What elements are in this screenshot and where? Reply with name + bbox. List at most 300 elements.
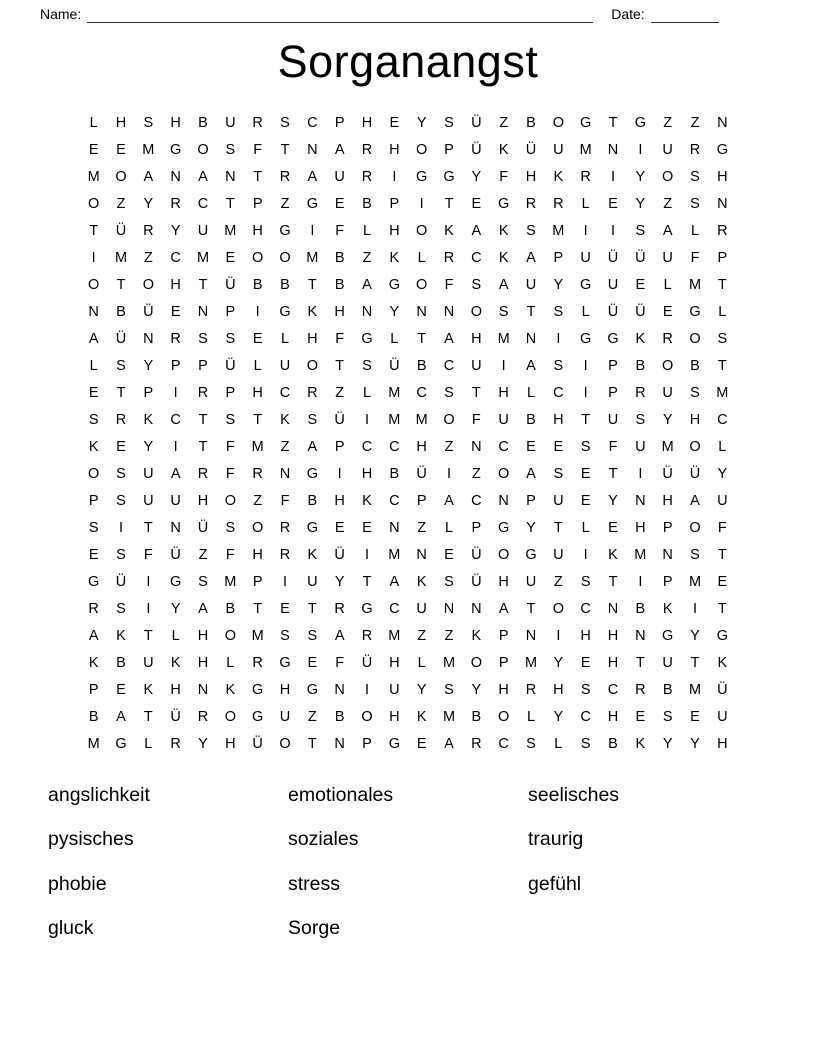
grid-cell-r22c10: N (334, 682, 345, 698)
grid-cell-r19c10: R (334, 601, 345, 617)
grid-cell-r23c15: B (471, 709, 482, 725)
grid-cell-r18c19: S (580, 574, 591, 590)
grid-cell-r18c17: U (525, 574, 537, 590)
grid-cell-r20c8: S (280, 628, 290, 644)
grid-cell-r8c10: H (334, 304, 345, 320)
word-item: stress (288, 872, 341, 895)
grid-cell-r14c4: A (170, 466, 181, 482)
grid-cell-r11c9: R (307, 385, 318, 401)
grid-cell-r11c14: S (444, 385, 454, 401)
grid-cell-r6c21: Ü (635, 250, 646, 266)
grid-cell-r15c5: H (197, 493, 209, 509)
grid-cell-r8c1: N (88, 304, 99, 320)
grid-cell-r1c19: G (580, 115, 592, 131)
grid-cell-r13c10: P (334, 439, 345, 455)
grid-cell-r8c5: N (197, 304, 209, 320)
grid-cell-r8c7: I (255, 304, 260, 320)
grid-cell-r2c3: M (142, 142, 155, 158)
grid-cell-r13c9: A (307, 439, 318, 455)
grid-cell-r23c16: O (498, 709, 510, 725)
grid-cell-r16c22: P (662, 520, 673, 536)
grid-cell-r23c24: U (717, 709, 728, 725)
grid-cell-r20c3: T (143, 628, 153, 644)
grid-cell-r17c10: Ü (334, 547, 345, 563)
grid-cell-r5c7: H (252, 223, 263, 239)
grid-cell-r3c5: A (198, 169, 208, 185)
grid-cell-r12c17: B (526, 412, 536, 428)
grid-cell-r15c7: Z (253, 493, 263, 509)
grid-cell-r17c22: N (662, 547, 673, 563)
grid-cell-r18c5: S (198, 574, 208, 590)
grid-cell-r5c14: K (444, 223, 454, 239)
grid-cell-r2c21: I (638, 142, 643, 158)
grid-cell-r6c14: R (443, 250, 455, 266)
grid-cell-r8c11: N (361, 304, 373, 320)
grid-cell-r21c22: U (662, 655, 673, 671)
grid-cell-r19c2: S (116, 601, 126, 617)
grid-cell-r24c19: S (580, 736, 591, 752)
grid-cell-r21c12: H (389, 655, 400, 671)
grid-cell-r12c24: C (717, 412, 728, 428)
grid-cell-r20c14: Z (444, 628, 454, 644)
grid-cell-r6c10: B (334, 250, 345, 266)
grid-cell-r17c21: M (634, 547, 647, 563)
grid-cell-r1c7: R (252, 115, 263, 131)
grid-cell-r17c1: E (88, 547, 99, 563)
grid-cell-r11c6: P (225, 385, 236, 401)
grid-cell-r4c23: S (690, 196, 700, 212)
grid-cell-r21c15: O (470, 655, 482, 671)
grid-cell-r21c3: U (143, 655, 154, 671)
grid-cell-r24c21: K (635, 736, 646, 752)
grid-cell-r3c22: O (662, 169, 674, 185)
grid-cell-r1c8: S (280, 115, 290, 131)
grid-cell-r18c23: M (688, 574, 702, 590)
grid-cell-r13c2: E (116, 439, 126, 455)
grid-cell-r13c8: Z (280, 439, 290, 455)
grid-cell-r16c5: Ü (197, 520, 209, 536)
grid-cell-r13c12: C (389, 439, 400, 455)
grid-cell-r24c2: G (115, 736, 127, 752)
grid-cell-r24c22: Y (662, 736, 673, 752)
grid-cell-r6c22: U (662, 250, 673, 266)
grid-cell-r24c9: T (307, 736, 317, 752)
grid-cell-r16c15: P (471, 520, 482, 536)
grid-cell-r2c16: K (498, 142, 509, 158)
grid-cell-r7c14: F (444, 277, 454, 293)
grid-cell-r13c20: F (608, 439, 618, 455)
grid-cell-r4c10: E (334, 196, 345, 212)
grid-cell-r16c23: O (689, 520, 701, 536)
grid-cell-r14c8: N (279, 466, 291, 482)
grid-cell-r4c6: T (225, 196, 235, 212)
grid-cell-r24c20: B (608, 736, 618, 752)
grid-cell-r15c13: P (416, 493, 427, 509)
grid-cell-r19c7: T (253, 601, 263, 617)
grid-cell-r16c8: R (279, 520, 291, 536)
grid-cell-r8c22: E (662, 304, 673, 320)
grid-cell-r4c22: Z (663, 196, 673, 212)
word-list-column-2 (288, 784, 528, 962)
grid-cell-r19c22: K (662, 601, 673, 617)
word-item: gluck (48, 917, 94, 939)
grid-cell-r8c17: T (526, 304, 536, 320)
grid-cell-r2c22: U (662, 142, 673, 158)
grid-cell-r18c12: A (389, 574, 400, 590)
grid-cell-r23c13: K (416, 709, 427, 725)
grid-cell-r5c11: L (362, 223, 372, 239)
grid-cell-r1c13: Y (416, 115, 427, 131)
grid-cell-r13c15: N (471, 439, 482, 455)
grid-cell-r22c18: H (553, 682, 564, 698)
grid-cell-r15c15: C (471, 493, 482, 509)
grid-cell-r21c18: Y (553, 655, 564, 671)
grid-cell-r16c17: Y (526, 520, 536, 536)
grid-cell-r18c2: Ü (115, 574, 127, 590)
grid-cell-r11c10: Z (335, 385, 345, 401)
grid-cell-r3c20: I (610, 169, 615, 185)
grid-cell-r19c17: T (526, 601, 536, 617)
grid-cell-r23c14: M (442, 709, 456, 725)
word-item: pysisches (48, 828, 134, 850)
grid-cell-r22c17: R (525, 682, 537, 698)
grid-cell-r6c3: Z (143, 250, 153, 266)
grid-cell-r1c14: S (444, 115, 454, 131)
grid-cell-r1c6: U (225, 115, 236, 131)
word-item: Sorge (288, 917, 341, 939)
grid-cell-r12c7: T (253, 412, 263, 428)
grid-cell-r11c13: C (416, 385, 427, 401)
grid-cell-r24c15: R (471, 736, 482, 752)
grid-cell-r8c2: B (116, 304, 126, 320)
grid-cell-r11c16: H (498, 385, 509, 401)
grid-cell-r11c18: C (553, 385, 564, 401)
grid-cell-r19c8: E (280, 601, 290, 617)
grid-cell-r21c2: B (116, 655, 126, 671)
grid-cell-r5c5: U (197, 223, 209, 239)
grid-cell-r6c13: L (417, 250, 426, 266)
grid-cell-r1c12: E (389, 115, 400, 131)
grid-cell-r3c11: R (361, 169, 373, 185)
grid-cell-r16c20: E (608, 520, 618, 536)
grid-cell-r18c3: I (146, 574, 151, 590)
grid-cell-r23c9: Z (307, 709, 317, 725)
word-item: soziales (288, 828, 359, 850)
grid-cell-r11c20: P (608, 385, 618, 401)
grid-cell-r11c17: L (526, 385, 536, 401)
grid-cell-r20c24: G (716, 628, 728, 644)
grid-cell-r10c21: B (635, 358, 646, 374)
grid-cell-r9c9: H (307, 331, 318, 347)
grid-cell-r17c17: G (525, 547, 537, 563)
grid-cell-r3c6: N (225, 169, 236, 185)
grid-cell-r20c11: R (361, 628, 373, 644)
grid-cell-r11c22: U (662, 385, 673, 401)
grid-cell-r4c7: P (252, 196, 263, 212)
grid-cell-r11c21: R (635, 385, 646, 401)
grid-cell-r4c15: E (471, 196, 482, 212)
grid-cell-r10c15: U (471, 358, 482, 374)
grid-cell-r18c6: M (224, 574, 237, 590)
grid-cell-r9c12: L (390, 331, 399, 347)
grid-cell-r22c7: G (252, 682, 264, 698)
grid-cell-r23c19: C (580, 709, 591, 725)
grid-cell-r6c23: F (690, 250, 700, 266)
grid-cell-r24c11: P (362, 736, 372, 752)
grid-cell-r14c1: O (88, 466, 100, 482)
grid-cell-r14c21: I (638, 466, 643, 482)
grid-cell-r10c20: P (608, 358, 618, 374)
grid-cell-r10c22: O (662, 358, 674, 374)
grid-cell-r1c9: C (307, 115, 318, 131)
grid-cell-r7c7: B (252, 277, 263, 293)
grid-cell-r22c3: K (143, 682, 154, 698)
grid-cell-r1c17: B (526, 115, 536, 131)
grid-cell-r24c5: Y (198, 736, 208, 752)
grid-cell-r3c8: R (279, 169, 291, 185)
grid-cell-r12c4: C (170, 412, 181, 428)
grid-cell-r17c6: F (225, 547, 235, 563)
grid-cell-r14c15: Z (471, 466, 481, 482)
grid-cell-r8c14: N (443, 304, 455, 320)
grid-cell-r23c23: E (690, 709, 700, 725)
word-item: emotionales (288, 783, 394, 806)
grid-cell-r5c4: Y (170, 223, 181, 239)
grid-cell-r18c20: T (608, 574, 618, 590)
grid-cell-r7c9: T (307, 277, 317, 293)
grid-cell-r19c19: C (580, 601, 591, 617)
grid-cell-r17c20: K (608, 547, 618, 563)
grid-cell-r10c9: O (306, 358, 318, 374)
grid-cell-r5c12: H (389, 223, 400, 239)
grid-cell-r24c10: N (334, 736, 345, 752)
grid-cell-r15c20: Y (608, 493, 618, 509)
grid-cell-r20c10: A (334, 628, 345, 644)
grid-cell-r6c9: M (306, 250, 319, 266)
grid-cell-r21c24: K (717, 655, 728, 671)
grid-cell-r20c13: Z (417, 628, 427, 644)
grid-cell-r1c16: Z (499, 115, 509, 131)
grid-cell-r13c13: H (416, 439, 427, 455)
grid-cell-r4c19: L (581, 196, 590, 212)
grid-cell-r21c17: M (524, 655, 538, 671)
grid-cell-r24c14: A (444, 736, 454, 752)
grid-cell-r8c21: Ü (635, 304, 646, 320)
grid-cell-r7c4: H (170, 277, 181, 293)
grid-cell-r7c18: Y (553, 277, 564, 293)
grid-cell-r11c19: I (583, 385, 588, 401)
grid-cell-r14c16: O (498, 466, 510, 482)
grid-cell-r6c8: O (279, 250, 291, 266)
grid-cell-r3c18: K (553, 169, 564, 185)
grid-cell-r11c3: P (143, 385, 154, 401)
grid-cell-r20c23: Y (690, 628, 700, 644)
grid-cell-r11c15: T (471, 385, 481, 401)
grid-cell-r6c7: O (252, 250, 264, 266)
grid-cell-r4c4: R (170, 196, 181, 212)
grid-cell-r17c24: T (717, 547, 727, 563)
grid-cell-r9c20: G (607, 331, 619, 347)
grid-cell-r9c15: H (471, 331, 482, 347)
grid-cell-r18c22: P (662, 574, 673, 590)
grid-cell-r10c8: U (279, 358, 291, 374)
grid-cell-r13c23: O (689, 439, 701, 455)
grid-cell-r23c12: H (389, 709, 400, 725)
grid-cell-r9c19: G (580, 331, 592, 347)
grid-cell-r5c1: T (89, 223, 99, 239)
grid-cell-r16c12: N (389, 520, 400, 536)
grid-cell-r14c22: Ü (662, 466, 673, 482)
grid-cell-r2c8: T (280, 142, 290, 158)
grid-cell-r23c3: T (143, 709, 153, 725)
grid-cell-r2c14: P (444, 142, 454, 158)
grid-cell-r3c4: N (170, 169, 181, 185)
grid-cell-r8c9: K (307, 304, 318, 320)
grid-cell-r16c6: S (225, 520, 236, 536)
grid-cell-r7c10: B (334, 277, 345, 293)
grid-cell-r14c6: F (225, 466, 235, 482)
letter-grid (80, 110, 736, 758)
grid-cell-r20c16: P (498, 628, 509, 644)
grid-cell-r9c7: E (252, 331, 263, 347)
grid-cell-r7c3: O (142, 277, 154, 293)
grid-cell-r19c23: I (692, 601, 697, 617)
grid-cell-r5c9: I (310, 223, 315, 239)
grid-cell-r11c23: S (690, 385, 700, 401)
grid-cell-r24c16: C (498, 736, 509, 752)
date-label: Date: (611, 6, 645, 22)
grid-cell-r15c19: E (580, 493, 591, 509)
grid-cell-r3c7: T (253, 169, 263, 185)
grid-cell-r11c11: L (362, 385, 372, 401)
grid-cell-r23c17: L (526, 709, 536, 725)
grid-cell-r22c19: S (580, 682, 591, 698)
grid-cell-r4c18: R (553, 196, 564, 212)
grid-cell-r23c21: E (635, 709, 646, 725)
grid-cell-r8c6: P (225, 304, 236, 320)
grid-cell-r4c13: I (419, 196, 424, 212)
grid-cell-r24c8: O (279, 736, 291, 752)
grid-cell-r17c9: K (307, 547, 318, 563)
grid-cell-r9c16: M (497, 331, 510, 347)
grid-cell-r9c21: K (635, 331, 646, 347)
grid-cell-r4c17: R (525, 196, 537, 212)
grid-cell-r6c12: K (389, 250, 400, 266)
grid-cell-r20c9: S (307, 628, 318, 644)
name-blank-line (87, 6, 593, 23)
grid-cell-r4c14: T (444, 196, 454, 212)
grid-cell-r16c10: E (334, 520, 345, 536)
grid-cell-r10c5: P (198, 358, 208, 374)
grid-cell-r14c3: U (143, 466, 154, 482)
grid-cell-r12c8: K (280, 412, 290, 428)
grid-cell-r15c12: C (389, 493, 400, 509)
grid-cell-r20c4: L (171, 628, 180, 644)
grid-cell-r23c20: H (607, 709, 619, 725)
grid-cell-r7c19: G (580, 277, 592, 293)
grid-cell-r3c10: U (334, 169, 345, 185)
grid-cell-r9c10: F (335, 331, 345, 347)
grid-cell-r13c24: L (718, 439, 727, 455)
grid-cell-r9c4: R (170, 331, 181, 347)
grid-cell-r6c1: I (91, 250, 96, 266)
grid-cell-r1c20: T (608, 115, 618, 131)
grid-cell-r20c2: K (116, 628, 126, 644)
grid-cell-r16c11: E (362, 520, 372, 536)
grid-cell-r20c22: G (662, 628, 674, 644)
grid-cell-r23c11: O (361, 709, 373, 725)
grid-cell-r9c8: L (280, 331, 290, 347)
grid-cell-r20c15: K (471, 628, 482, 644)
grid-cell-r8c4: E (170, 304, 181, 320)
grid-cell-r14c9: G (306, 466, 318, 482)
header (0, 0, 816, 23)
grid-cell-r5c15: A (471, 223, 482, 239)
grid-cell-r6c2: M (114, 250, 128, 266)
grid-cell-r18c11: T (362, 574, 372, 590)
grid-cell-r4c8: Z (280, 196, 290, 212)
grid-cell-r18c8: I (282, 574, 287, 590)
grid-cell-r24c17: S (526, 736, 536, 752)
grid-cell-r2c15: Ü (471, 142, 482, 158)
grid-cell-r18c18: Z (553, 574, 563, 590)
grid-cell-r19c5: A (198, 601, 208, 617)
grid-cell-r11c8: C (279, 385, 291, 401)
grid-cell-r22c20: C (607, 682, 619, 698)
grid-cell-r14c12: B (389, 466, 400, 482)
grid-cell-r22c9: G (306, 682, 318, 698)
grid-cell-r6c16: K (498, 250, 509, 266)
grid-cell-r1c21: G (634, 115, 646, 131)
grid-cell-r9c2: Ü (115, 331, 127, 347)
grid-cell-r18c4: G (170, 574, 182, 590)
grid-cell-r19c16: A (498, 601, 509, 617)
grid-cell-r3c3: A (143, 169, 154, 185)
grid-cell-r16c4: N (170, 520, 181, 536)
grid-cell-r9c13: T (417, 331, 427, 347)
grid-cell-r6c11: Z (362, 250, 372, 266)
grid-cell-r17c14: E (444, 547, 454, 563)
grid-cell-r23c5: R (197, 709, 209, 725)
grid-cell-r12c19: T (581, 412, 591, 428)
grid-cell-r16c2: I (118, 520, 123, 536)
grid-cell-r23c6: O (224, 709, 236, 725)
word-list-column-1 (48, 784, 288, 962)
grid-cell-r6c15: C (471, 250, 482, 266)
grid-cell-r24c18: L (554, 736, 563, 752)
grid-cell-r16c3: T (143, 520, 153, 536)
word-item: angslichkeit (48, 783, 150, 806)
date-blank-line (651, 6, 719, 23)
grid-cell-r12c9: S (307, 412, 318, 428)
grid-cell-r13c11: C (361, 439, 373, 455)
grid-cell-r2c10: A (334, 142, 345, 158)
grid-cell-r1c3: S (143, 115, 154, 131)
grid-cell-r24c23: Y (690, 736, 700, 752)
grid-cell-r7c21: E (635, 277, 646, 293)
grid-cell-r14c5: R (197, 466, 209, 482)
grid-cell-r4c3: Y (143, 196, 154, 212)
grid-cell-r22c6: K (225, 682, 236, 698)
grid-cell-r13c7: M (251, 439, 264, 455)
grid-cell-r16c13: Z (417, 520, 427, 536)
grid-cell-r19c11: G (361, 601, 373, 617)
grid-cell-r14c24: Y (717, 466, 728, 482)
grid-cell-r8c13: N (416, 304, 427, 320)
grid-cell-r11c2: T (116, 385, 126, 401)
grid-cell-r7c23: M (688, 277, 702, 293)
grid-cell-r12c10: Ü (334, 412, 345, 428)
